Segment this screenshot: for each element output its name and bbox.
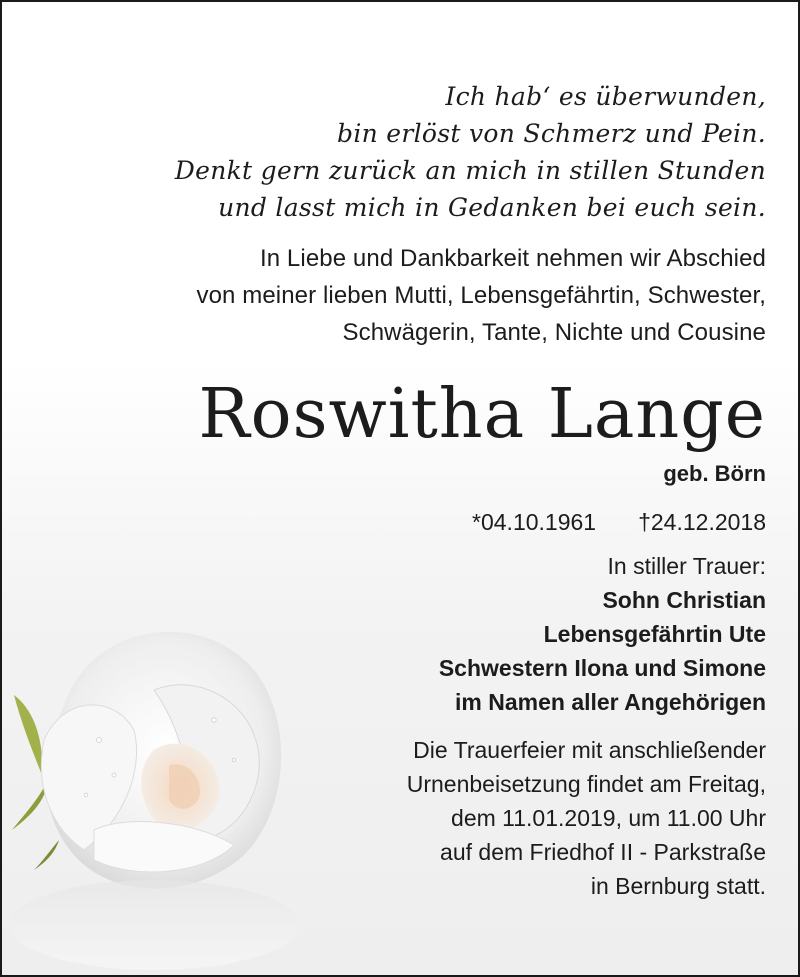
funeral-line: in Bernburg statt. xyxy=(590,873,766,899)
funeral-line: Urnenbeisetzung findet am Freitag, xyxy=(406,771,766,797)
funeral-line: Die Trauerfeier mit anschließender xyxy=(413,737,766,763)
mourner: Lebensgefährtin Ute xyxy=(543,621,766,647)
life-dates xyxy=(46,505,766,539)
poem-line: bin erlöst von Schmerz und Pein. xyxy=(337,119,766,148)
deceased-name: Roswitha Lange xyxy=(198,375,766,454)
death-date: †24.12.2018 xyxy=(638,509,766,535)
intro-line: In Liebe und Dankbarkeit nehmen wir Abschied xyxy=(259,245,766,272)
birth-date: *04.10.1961 xyxy=(472,509,597,535)
funeral-details xyxy=(46,733,766,903)
notice-text xyxy=(46,78,766,903)
funeral-line: auf dem Friedhof II - Parkstraße xyxy=(440,839,766,865)
intro-line: Schwägerin, Tante, Nichte und Cousine xyxy=(342,319,766,346)
mourner: Sohn Christian xyxy=(602,587,766,613)
poem-line: und lasst mich in Gedanken bei euch sein. xyxy=(218,193,766,222)
mourner: im Namen aller Angehörigen xyxy=(455,689,766,715)
maiden-name: geb. Börn xyxy=(663,461,766,486)
poem xyxy=(46,78,766,226)
mourners-list xyxy=(46,583,766,719)
funeral-line: dem 11.01.2019, um 11.00 Uhr xyxy=(451,805,766,831)
mourning-heading: In stiller Trauer: xyxy=(607,553,766,579)
poem-line: Denkt gern zurück an mich in stillen Stunden xyxy=(174,156,766,185)
leaf-shape xyxy=(14,695,42,775)
poem-line: Ich hab‘ es überwunden, xyxy=(445,82,766,111)
farewell-intro xyxy=(46,240,766,351)
intro-line: von meiner lieben Mutti, Lebensgefährtin, Schwester, xyxy=(196,282,766,309)
mourner: Schwestern Ilona und Simone xyxy=(438,655,766,681)
